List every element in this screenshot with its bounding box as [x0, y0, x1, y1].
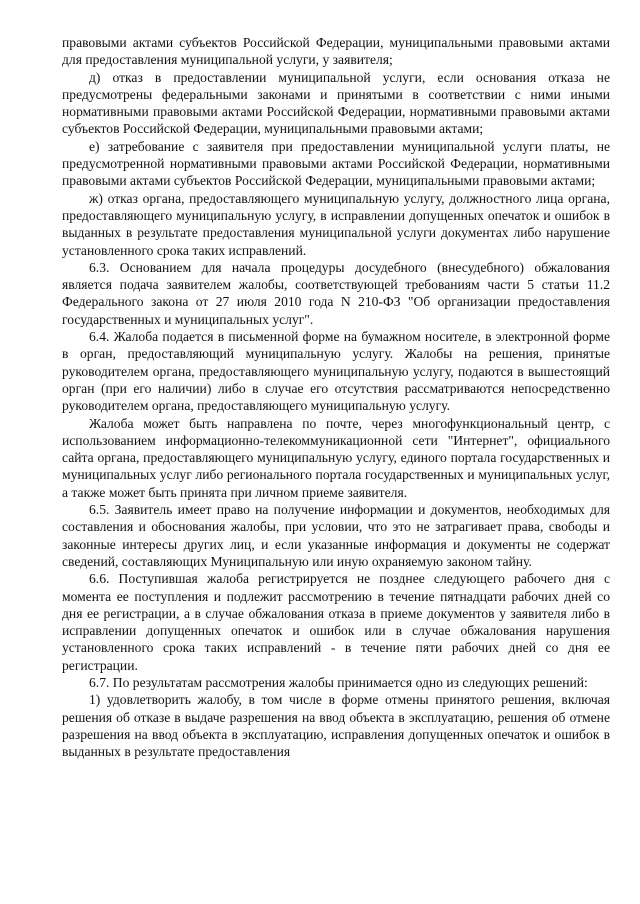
paragraph-item-e: е) затребование с заявителя при предоставлении муниципальной услуги платы, не предусмотренной нормативными правовыми актами Российской Федерации, нормативными правовыми актами субъектов Российской Федерации, муниципальными правовыми актами;: [62, 138, 610, 189]
document-page: [62, 34, 610, 760]
paragraph-item-d: д) отказ в предоставлении муниципальной услуги, если основания отказа не предусмотрены федеральными законами и принятыми в соответствии с ними иными нормативными правовыми актами Российской Федерации, нормативными правовыми актами субъектов Российской Федерации, муниципальными правовыми актами;: [62, 69, 610, 137]
paragraph-6-7: 6.7. По результатам рассмотрения жалобы принимается одно из следующих решений:: [89, 674, 588, 690]
paragraph-6-5: 6.5. Заявитель имеет право на получение информации и документов, необходимых для составления и обоснования жалобы, при условии, что это не затрагивает права, свободы и законные интересы других лиц, и если указанные информация и документы не содержат сведений, составляющих Муниципальную или иную охраняемую законом тайну.: [62, 502, 610, 569]
paragraph-6-3: 6.3. Основанием для начала процедуры досудебного (внесудебного) обжалования является подача заявителем жалобы, соответствующей требованиям части 5 статьи 11.2 Федерального закона от 27 июля 2010 года N 210-ФЗ "Об организации предоставления государственных и муниципальных услуг".: [62, 259, 610, 327]
paragraph-item-zh: ж) отказ органа, предоставляющего муниципальную услугу, должностного лица органа, предоставляющего муниципальную услугу, в исправлении допущенных опечаток и ошибок в выданных в результате предоставления муниципальной услуги документах либо нарушение установленного срока таких исправлений.: [62, 190, 610, 258]
paragraph-6-4-submission: Жалоба может быть направлена по почте, через многофункциональный центр, с использованием информационно-телекоммуникационной сети "Интернет", официального сайта органа, предоставляющего муниципальную услугу, единого портала государственных и муниципальных услуг либо регионального портала государственных и муниципальных услуг, а также может быть принята при личном приеме заявителя.: [62, 415, 610, 500]
paragraph-6-6: 6.6. Поступившая жалоба регистрируется не позднее следующего рабочего дня с момента ее поступления и подлежит рассмотрению в течение пятнадцати рабочих дней со дня ее регистрации, а в случае обжалования отказа в приеме документов у заявителя либо в исправлении допущенных опечаток и ошибок или в случае обжалования нарушения установленного срока таких исправлений - в течение пяти рабочих дней со дня ее регистрации.: [62, 571, 610, 673]
paragraph-continuation: правовыми актами субъектов Российской Федерации, муниципальными правовыми актами для предоставления муниципальной услуги, у заявителя;: [62, 35, 610, 68]
paragraph-6-4: 6.4. Жалоба подается в письменной форме на бумажном носителе, в электронной форме в орган, предоставляющий муниципальную услугу. Жалобы на решения, принятые руководителем органа, предоставляющего муниципальную услугу, подаются в вышестоящий орган (при его наличии) либо в случае его отсутствия рассматриваются непосредственно руководителем органа, предоставляющего муниципальную услугу.: [62, 329, 610, 414]
paragraph-6-7-item-1: 1) удовлетворить жалобу, в том числе в форме отмены принятого решения, включая решения об отказе в выдаче разрешения на ввод объекта в эксплуатацию, решения об отмене разрешения на ввод объекта в эксплуатацию, исправления допущенных опечаток и ошибок в выданных в результате предоставления: [62, 692, 610, 760]
